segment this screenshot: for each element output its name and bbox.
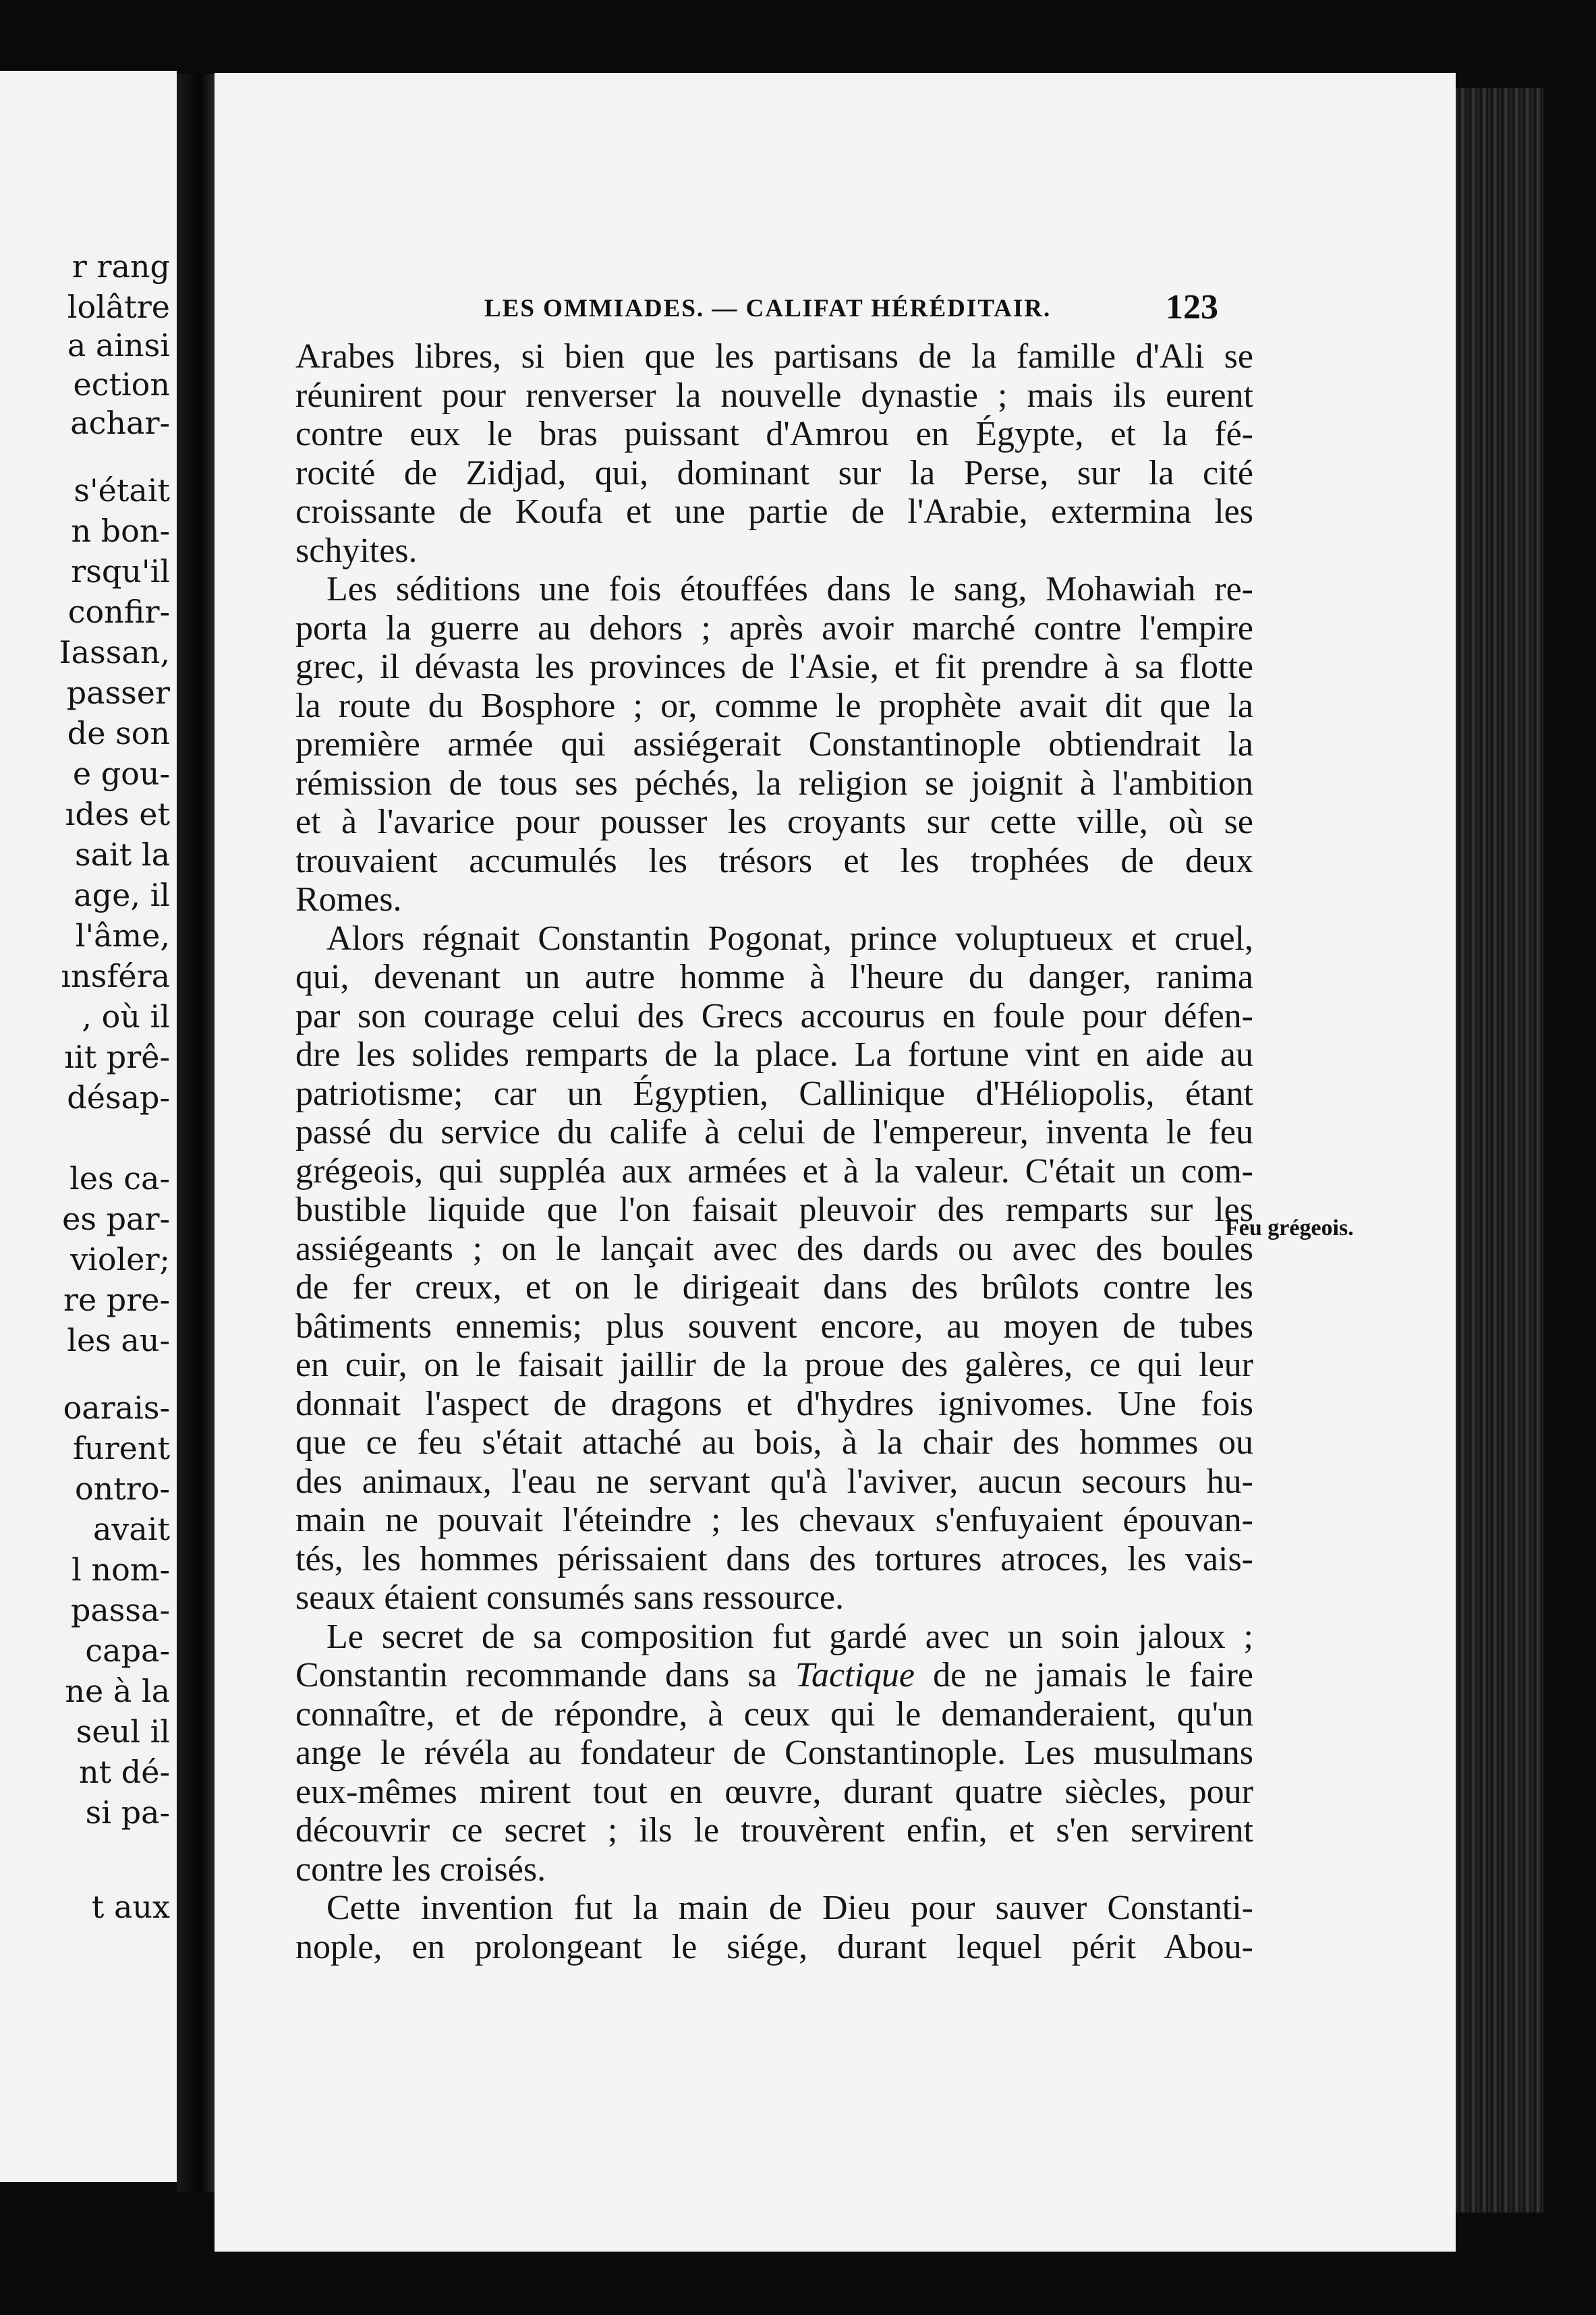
running-title: LES OMMIADES. — CALIFAT HÉRÉDITAIR. (484, 295, 1052, 322)
text-line: que ce feu s'était attaché au bois, à la chair des hommes ou (295, 1423, 1253, 1462)
paragraph-5 (295, 1889, 1253, 1966)
facing-page-line: sait la (75, 836, 170, 873)
text-line: première armée qui assiégerait Constantinople obtiendrait la (295, 725, 1253, 764)
facing-page-line: l'âme, (75, 917, 170, 954)
text-line: rémission de tous ses péchés, la religion se joignit à l'ambition (295, 764, 1253, 803)
facing-page-line: t aux (91, 1889, 170, 1925)
text-line: passé du service du calife à celui de l'empereur, inventa le feu (295, 1113, 1253, 1151)
paragraph-3 (295, 919, 1253, 1618)
facing-page-line: de son (67, 715, 170, 751)
text-line: main ne pouvait l'éteindre ; les chevaux s'enfuyaient épouvan- (295, 1501, 1253, 1539)
text-line: bustible liquide que l'on faisait pleuvoir des remparts sur les (295, 1191, 1253, 1229)
text-line: Arabes libres, si bien que les partisans de la famille d'Ali se (295, 337, 1253, 376)
facing-page-fragment (0, 71, 177, 2182)
text-line: bâtiments ennemis; plus souvent encore, au moyen de tubes (295, 1307, 1253, 1346)
facing-page-line: age, il (74, 877, 170, 913)
text-line: seaux étaient consumés sans ressource. (295, 1578, 844, 1617)
facing-page-line: oarais- (63, 1390, 170, 1426)
facing-page-line: confir- (67, 594, 170, 630)
text-line: eux-mêmes mirent tout en œuvre, durant quatre siècles, pour (295, 1772, 1253, 1811)
text-line: trouvaient accumulés les trésors et les trophées de deux (295, 841, 1253, 880)
facing-page-line: Iassan, (59, 634, 170, 670)
page-number: 123 (1166, 288, 1218, 326)
facing-page-line: furent (73, 1430, 170, 1466)
text-line: grégeois, qui suppléa aux armées et à la valeur. C'était un com- (295, 1151, 1253, 1191)
facing-page-line: l nom- (72, 1551, 170, 1588)
text-line: qui, devenant un autre homme à l'heure du danger, ranima (295, 958, 1253, 996)
facing-page-line: ınsféra (61, 958, 170, 994)
text-line: contre eux le bras puissant d'Amrou en Égypte, et la fé- (295, 415, 1253, 453)
text-line: patriotisme; car un Égyptien, Callinique d'Héliopolis, étant (295, 1074, 1253, 1113)
text-line: ange le révéla au fondateur de Constantinople. Les musulmans (295, 1734, 1253, 1772)
text-line: par son courage celui des Grecs accourus en foule pour défen- (295, 996, 1253, 1035)
facing-page-line: si pa- (85, 1794, 170, 1831)
text-line: assiégeants ; on le lançait avec des dards ou avec des boules (295, 1229, 1253, 1268)
body-text (295, 337, 1253, 1966)
text-line: rocité de Zidjad, qui, dominant sur la Perse, sur la cité (295, 453, 1253, 492)
paragraph-1 (295, 337, 1253, 570)
facing-page-line: ıdes et (65, 796, 170, 832)
text-line: des animaux, l'eau ne servant qu'à l'aviver, aucun secours hu- (295, 1462, 1253, 1501)
facing-page-line: ne à la (65, 1673, 170, 1709)
text-line: dre les solides remparts de la place. La fortune vint en aide au (295, 1035, 1253, 1074)
facing-page-line: capa- (85, 1632, 170, 1669)
page (215, 73, 1456, 2252)
text-line: contre les croisés. (295, 1850, 546, 1889)
text-line: la route du Bosphore ; or, comme le prophète avait dit que la (295, 686, 1253, 725)
facing-page-line: s'était (74, 472, 170, 509)
text-line: Romes. (295, 880, 402, 919)
text-line: Les séditions une fois étouffées dans le sang, Mohawiah re- (326, 570, 1253, 608)
facing-page-line: désap- (67, 1079, 170, 1116)
margin-note: Feu grégeois. (1225, 1216, 1354, 1240)
text-line: nople, en prolongeant le siége, durant lequel périt Abou- (295, 1927, 1253, 1966)
facing-page-line: ection (73, 366, 170, 403)
text-line (295, 1656, 1253, 1695)
book-gutter (177, 74, 216, 2192)
facing-page-line: violer; (70, 1241, 170, 1278)
page-edges (1456, 88, 1543, 2212)
text-line: découvrir ce secret ; ils le trouvèrent enfin, et s'en servirent (295, 1811, 1253, 1850)
book-title-tactique: Tactique (795, 1656, 915, 1694)
text-span: Constantin recommande dans sa (295, 1656, 777, 1694)
text-line: réunirent pour renverser la nouvelle dynastie ; mais ils eurent (295, 376, 1253, 415)
text-line: et à l'avarice pour pousser les croyants sur cette ville, où se (295, 803, 1253, 841)
facing-page-line: avait (92, 1511, 170, 1547)
facing-page-line: passa- (70, 1592, 170, 1628)
facing-page-line: e gou- (72, 755, 170, 792)
text-span: de ne jamais le faire (933, 1656, 1254, 1694)
facing-page-line: les au- (67, 1322, 170, 1359)
facing-page-line: nt dé- (79, 1754, 170, 1790)
text-line: en cuir, on le faisait jaillir de la proue des galères, ce qui leur (295, 1346, 1253, 1384)
facing-page-line: passer (66, 675, 170, 711)
text-line: donnait l'aspect de dragons et d'hydres ignivomes. Une fois (295, 1384, 1253, 1423)
text-line: Cette invention fut la main de Dieu pour sauver Constanti- (326, 1889, 1253, 1927)
text-line: Le secret de sa composition fut gardé avec un soin jaloux ; (326, 1617, 1253, 1656)
facing-page-line: les ca- (69, 1160, 170, 1197)
facing-page-line: seul il (76, 1713, 170, 1750)
text-line: connaître, et de répondre, à ceux qui le demanderaient, qu'un (295, 1694, 1253, 1734)
facing-page-line: ıit prê- (64, 1039, 170, 1075)
text-line: grec, il dévasta les provinces de l'Asie, et fit prendre à sa flotte (295, 648, 1253, 686)
facing-page-line: r rang (72, 248, 170, 285)
text-line: croissante de Koufa et une partie de l'Arabie, extermina les (295, 492, 1253, 531)
facing-page-line: re pre- (63, 1282, 170, 1318)
facing-page-line: , où il (82, 998, 170, 1035)
facing-page-line: es par- (62, 1201, 170, 1237)
text-line: de fer creux, et on le dirigeait dans des brûlots contre les (295, 1268, 1253, 1307)
facing-page-line: lolâtre (67, 289, 170, 325)
facing-page-line: rsqu'il (71, 553, 170, 590)
facing-page-line: achar- (70, 405, 170, 441)
paragraph-2 (295, 570, 1253, 919)
facing-page-line: a ainsi (67, 327, 170, 364)
text-line: porta la guerre au dehors ; après avoir marché contre l'empire (295, 608, 1253, 648)
text-line: schyites. (295, 531, 418, 570)
paragraph-4 (295, 1618, 1253, 1889)
facing-page-line: ontro- (74, 1470, 170, 1507)
running-header (215, 287, 1456, 335)
text-line: tés, les hommes périssaient dans des tortures atroces, les vais- (295, 1539, 1253, 1578)
facing-page-line: n bon- (71, 513, 170, 549)
text-line: Alors régnait Constantin Pogonat, prince voluptueux et cruel, (326, 919, 1253, 958)
